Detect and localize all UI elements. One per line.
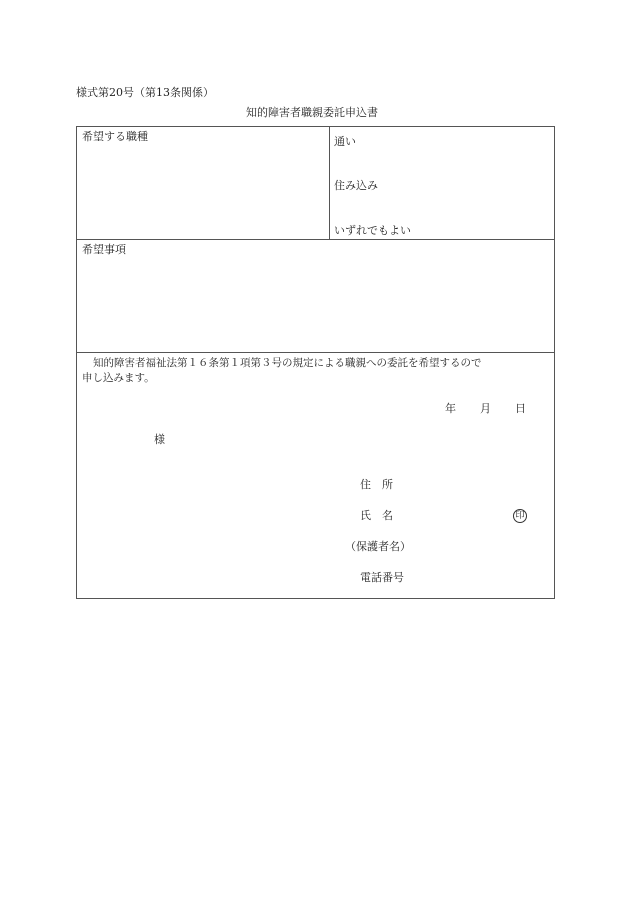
addressee-suffix: 様 — [154, 433, 165, 446]
address-label: 住 所 — [360, 478, 393, 491]
name-label: 氏 名 — [360, 509, 393, 522]
application-statement-line1: 知的障害者福祉法第１６条第１項第３号の規定による職親への委託を希望するので — [93, 357, 482, 369]
phone-label: 電話番号 — [360, 571, 404, 584]
column-divider — [329, 126, 330, 239]
desired-items-label: 希望事項 — [82, 243, 126, 256]
date-day: 日 — [515, 402, 526, 415]
row-divider-2 — [76, 352, 555, 353]
application-statement-line2: 申し込みます。 — [82, 372, 155, 384]
guardian-label: （保護者名） — [345, 540, 411, 553]
date-year: 年 — [445, 402, 456, 415]
commute-option-commute: 通い — [334, 135, 356, 148]
date-month: 月 — [480, 402, 491, 415]
seal-icon: 印 — [513, 509, 527, 523]
document-title: 知的障害者職親委託申込書 — [246, 106, 378, 119]
row-divider-1 — [76, 239, 555, 240]
commute-option-either: いずれでもよい — [334, 224, 411, 237]
desired-job-label: 希望する職種 — [82, 130, 148, 143]
commute-option-live-in: 住み込み — [334, 179, 378, 192]
form-number: 様式第20号（第13条関係） — [76, 86, 214, 99]
